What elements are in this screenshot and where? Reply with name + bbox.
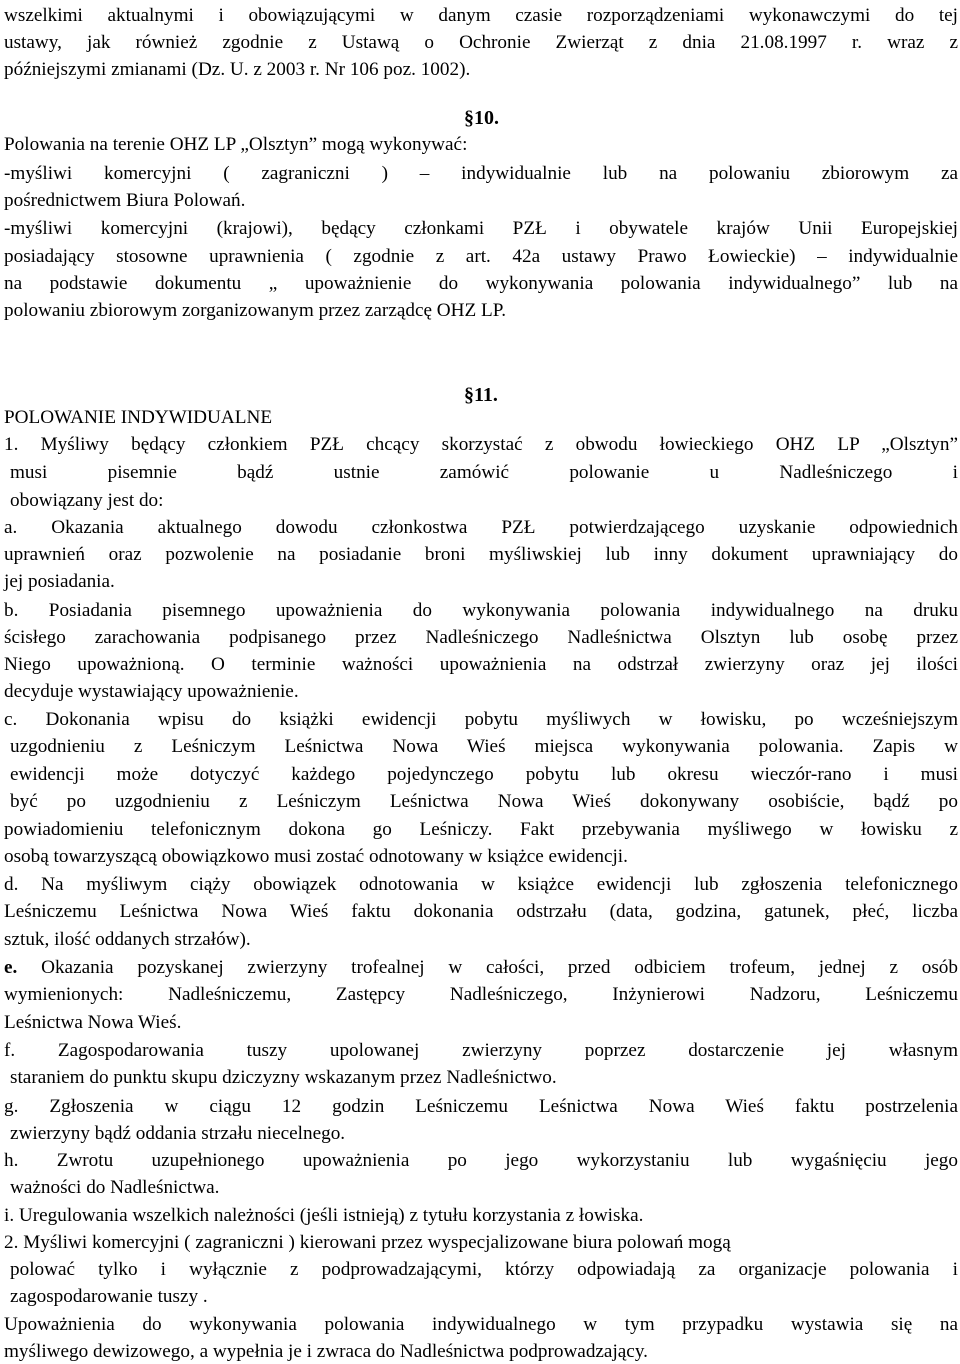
s10-line-3: pośrednictwem Biura Polowań.	[4, 190, 246, 211]
item-g-line-1: g. Zgłoszenia w ciągu 12 godzin Leśniczemu Leśnictwa Nowa Wieś faktu postrzelenia	[4, 1096, 958, 1117]
section-10-number: §10.	[464, 107, 499, 129]
item-f-line-1: f. Zagospodarowania tuszy upolowanej zwierzyny poprzez dostarczenie jej własnym	[4, 1040, 958, 1061]
item-b-line-2: ścisłego zarachowania podpisanego przez Nadleśniczego Nadleśnictwa Olsztyn lub osobę przez	[4, 627, 958, 648]
s10-line-1: Polowania na terenie OHZ LP „Olsztyn” mogą wykonywać:	[4, 134, 468, 155]
item-d-line-1: d. Na myśliwym ciąży obowiązek odnotowania w książce ewidencji lub zgłoszenia telefonicznego	[4, 874, 958, 895]
item-i-line-1: i. Uregulowania wszelkich należności (jeśli istnieją) z tytułu korzystania z łowiska.	[4, 1205, 644, 1226]
item-d-line-2: Leśniczemu Leśnictwa Nowa Wieś faktu dokonania odstrzału (data, godzina, gatunek, płeć, liczba	[4, 901, 958, 922]
p1-line-2: musi pisemnie bądź ustnie zamówić polowanie u Nadleśniczego i	[10, 462, 958, 483]
item-c-line-1: c. Dokonania wpisu do książki ewidencji pobytu myśliwych w łowisku, po wcześniejszym	[4, 709, 958, 730]
p3-line-1: Upoważnienia do wykonywania polowania indywidualnego w tym przypadku wystawia się na	[4, 1314, 958, 1335]
s10-line-7: polowaniu zbiorowym zorganizowanym przez zarządcę OHZ LP.	[4, 300, 507, 321]
item-a-line-3: jej posiadania.	[4, 571, 115, 592]
item-c-line-6: osobą towarzyszącą obowiązkowo musi zostać odnotowany w książce ewidencji.	[4, 846, 628, 867]
s10-line-6: na podstawie dokumentu „ upoważnienie do wykonywania polowania indywidualnego” lub na	[4, 273, 958, 294]
item-c-line-4: być po uzgodnieniu z Leśniczym Leśnictwa Nowa Wieś dokonywany osobiście, bądź po	[10, 791, 958, 812]
item-e-line-3: Leśnictwa Nowa Wieś.	[4, 1012, 182, 1033]
p1-line-3: obowiązany jest do:	[10, 490, 164, 511]
item-e-letter: e.	[4, 957, 18, 978]
item-e-text: Okazania pozyskanej zwierzyny trofealnej w całości, przed odbiciem trofeum, jednej z osób	[17, 957, 958, 978]
item-g-line-2: zwierzyny bądź oddania strzału niecelnego.	[10, 1123, 346, 1144]
item-a-line-2: uprawnień oraz pozwolenie na posiadanie broni myśliwskiej lub inny dokument uprawniający do	[4, 544, 958, 565]
item-c-line-2: uzgodnieniu z Leśniczym Leśnictwa Nowa Wieś miejsca wykonywania polowania. Zapis w	[10, 736, 958, 757]
section-11-number: §11.	[464, 384, 498, 406]
item-h-line-1: h. Zwrotu uzupełnionego upoważnienia po jego wykorzystaniu lub wygaśnięciu jego	[4, 1150, 958, 1171]
item-h-line-2: ważności do Nadleśnictwa.	[10, 1177, 220, 1198]
item-a-line-1: a. Okazania aktualnego dowodu członkostwa PZŁ potwierdzającego uzyskanie odpowiednich	[4, 517, 958, 538]
item-f-line-2: staraniem do punktu skupu dziczyzny wskazanym przez Nadleśnictwo.	[10, 1067, 557, 1088]
p1-line-1: 1. Myśliwy będący członkiem PZŁ chcący skorzystać z obwodu łowieckiego OHZ LP „Olsztyn”	[4, 434, 958, 455]
item-e-line-2: wymienionych: Nadleśniczemu, Zastępcy Nadleśniczego, Inżynierowi Nadzoru, Leśniczemu	[4, 984, 958, 1005]
p3-line-2: myśliwego dewizowego, a wypełnia je i zwraca do Nadleśnictwa podprowadzający.	[4, 1341, 648, 1362]
item-d-line-3: sztuk, ilość oddanych strzałów).	[4, 929, 251, 950]
intro-line-3: późniejszymi zmianami (Dz. U. z 2003 r. Nr 106 poz. 1002).	[4, 59, 471, 80]
item-b-line-4: decyduje wystawiający upoważnienie.	[4, 681, 299, 702]
item-c-line-5: powiadomieniu telefonicznym dokona go Leśniczy. Fakt przebywania myśliwego w łowisku z	[4, 819, 958, 840]
s10-line-2: -myśliwi komercyjni ( zagraniczni ) – indywidualnie lub na polowaniu zbiorowym za	[4, 163, 958, 184]
intro-line-2: ustawy, jak również zgodnie z Ustawą o Ochronie Zwierząt z dnia 21.08.1997 r. wraz z	[4, 32, 958, 53]
p2-line-3: zagospodarowanie tuszy .	[10, 1286, 208, 1307]
item-b-line-3: Niego upoważnioną. O terminie ważności upoważnienia na odstrzał zwierzyny oraz jej ilości	[4, 654, 958, 675]
p2-line-2: polować tylko i wyłącznie z podprowadzającymi, którzy odpowiadają za organizacje polowania i	[10, 1259, 958, 1280]
item-c-line-3: ewidencji może dotyczyć każdego pojedynczego pobytu lub okresu wieczór-rano i musi	[10, 764, 958, 785]
s10-line-5: posiadający stosowne uprawnienia ( zgodnie z art. 42a ustawy Prawo Łowieckie) – indywidualnie	[4, 246, 958, 267]
item-e-line-1	[4, 956, 958, 980]
s10-line-4: -myśliwi komercyjni (krajowi), będący członkami PZŁ i obywatele krajów Unii Europejskiej	[4, 218, 958, 239]
intro-line-1: wszelkimi aktualnymi i obowiązującymi w danym czasie rozporządzeniami wykonawczymi do tej	[4, 5, 958, 26]
p2-line-1: 2. Myśliwi komercyjni ( zagraniczni ) kierowani przez wyspecjalizowane biura polowań mogą	[4, 1232, 731, 1253]
section-11-heading: POLOWANIE INDYWIDUALNE	[4, 407, 273, 428]
item-b-line-1: b. Posiadania pisemnego upoważnienia do wykonywania polowania indywidualnego na druku	[4, 600, 958, 621]
